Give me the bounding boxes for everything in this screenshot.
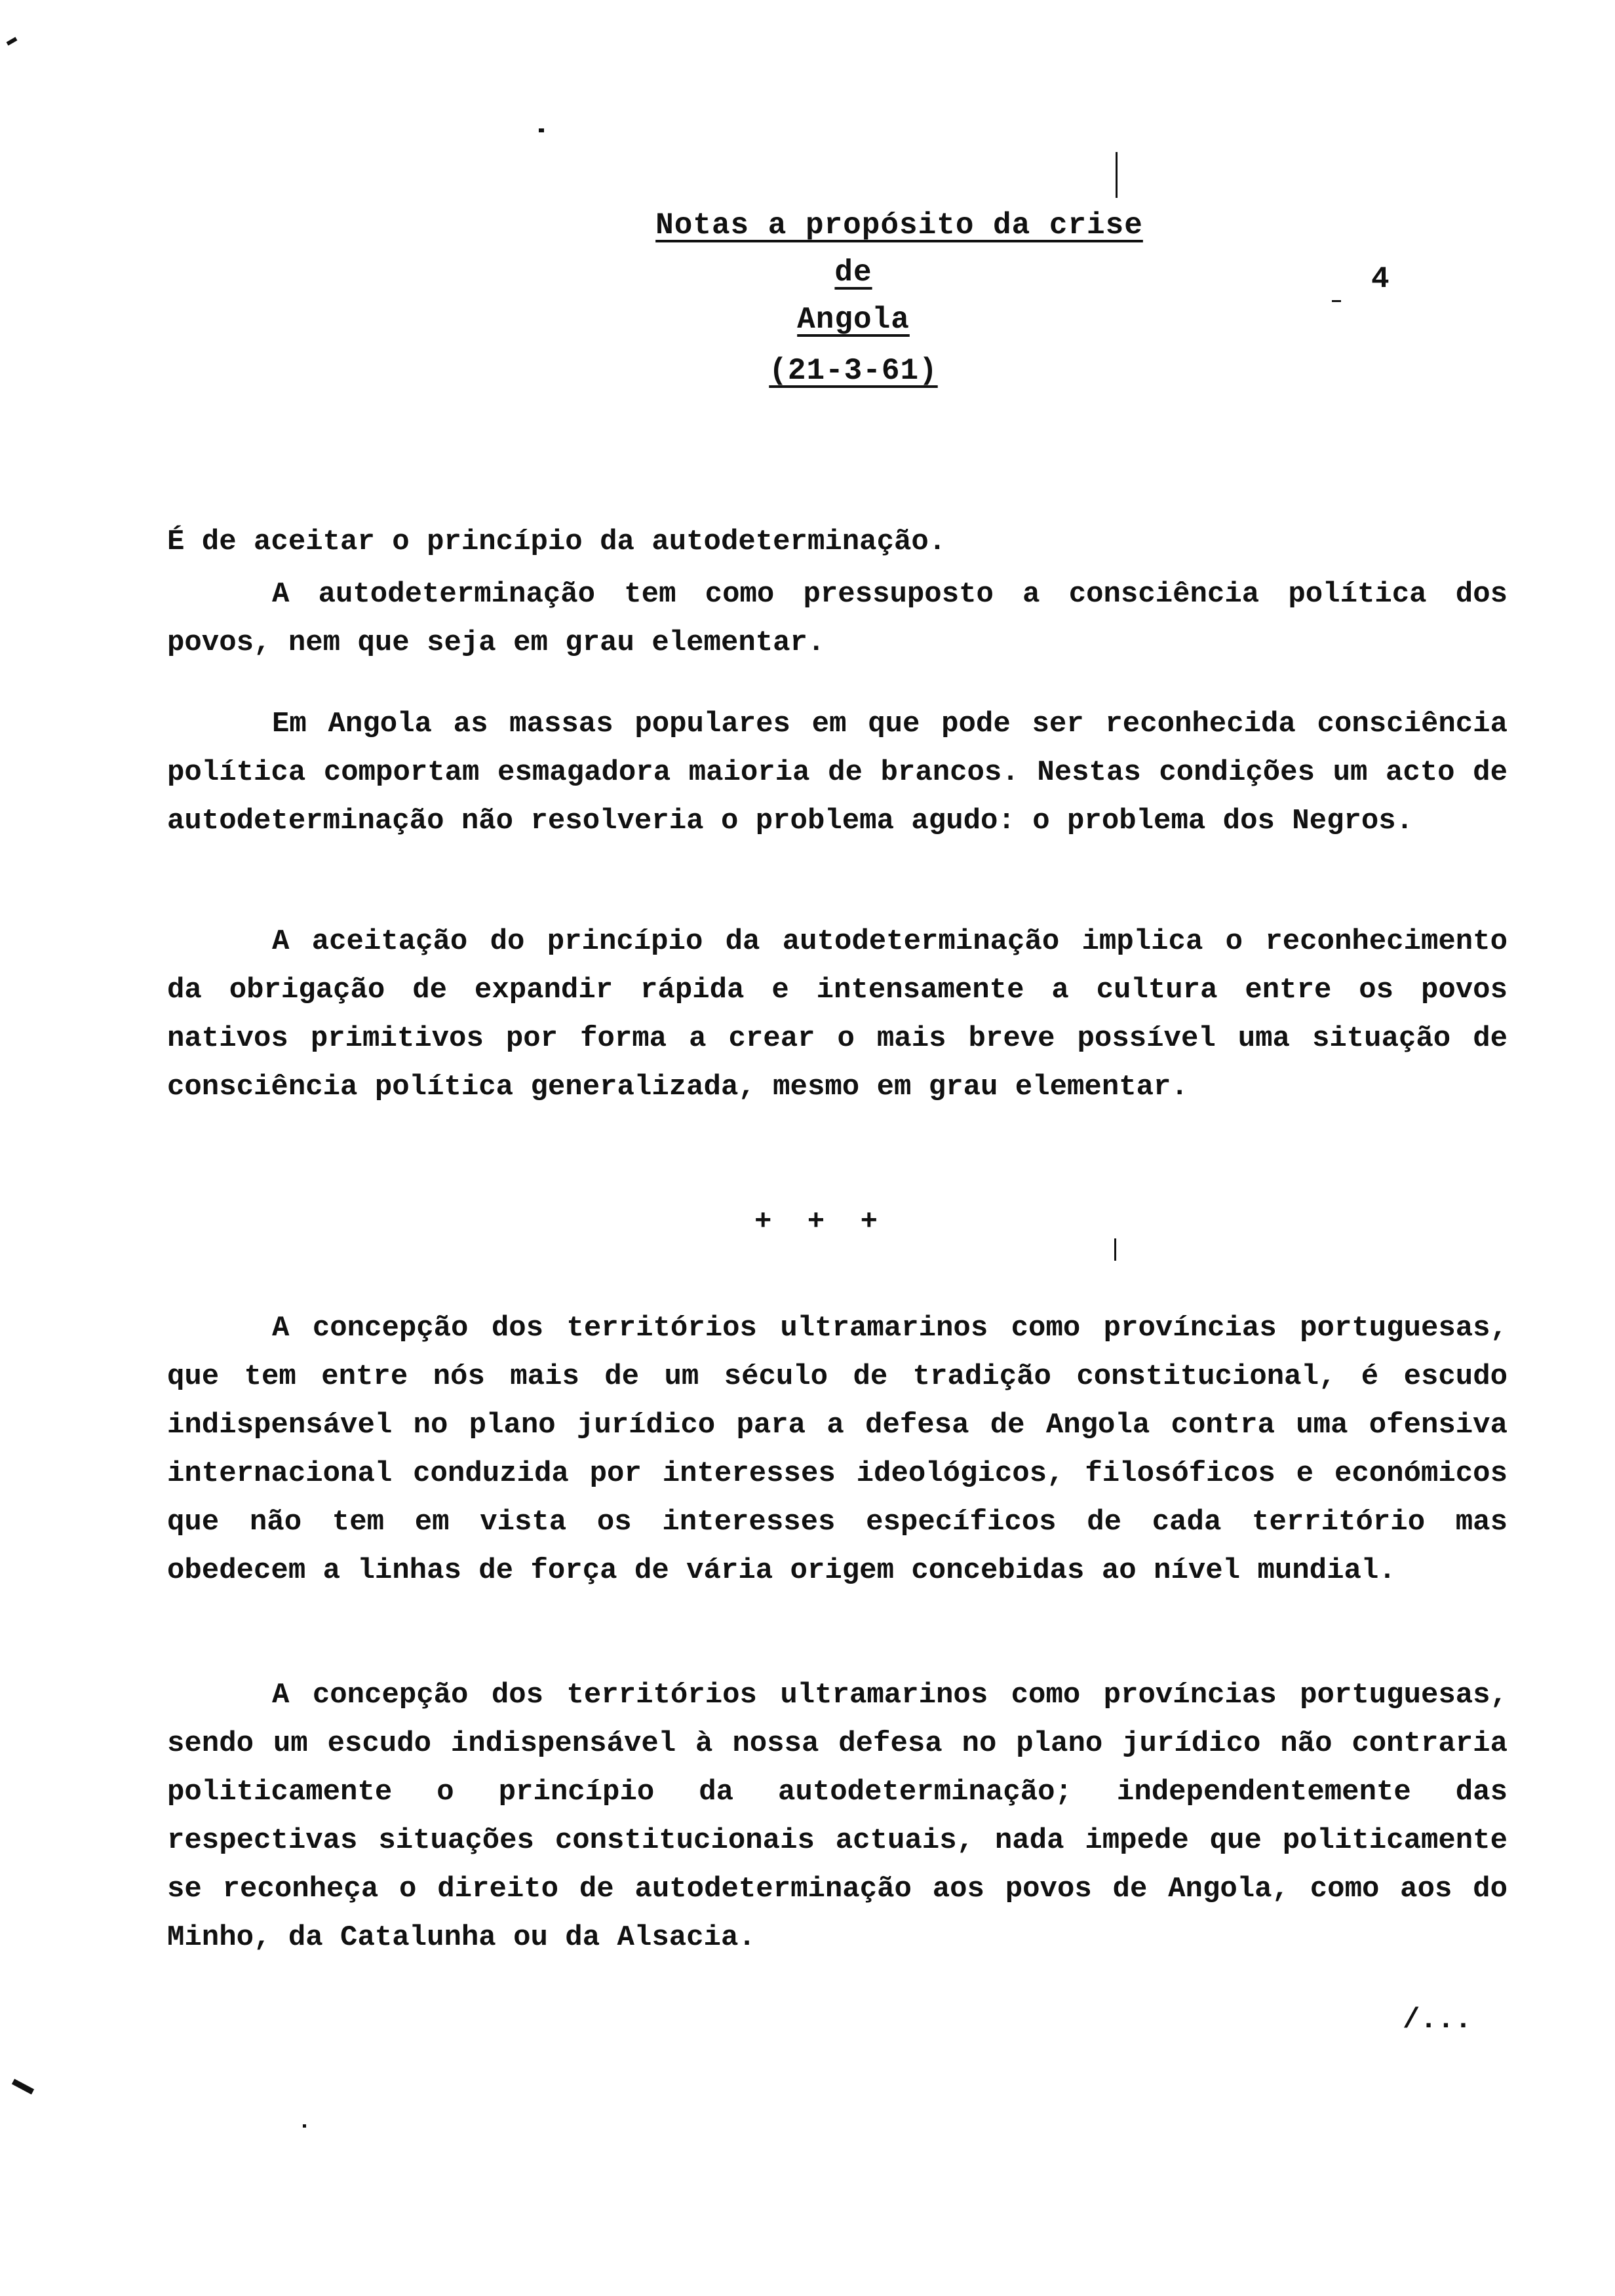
scan-speck xyxy=(1116,152,1118,198)
paragraph-3: Em Angola as massas populares em que pode ser reconhecida consciência política comportam esmagadora maioria de brancos. Nestas condições um acto de autodeterminação não resolveria o problema agudo: o problema dos Negros. xyxy=(167,708,1508,837)
title-date xyxy=(46,354,1615,388)
title-text-3: Angola xyxy=(797,303,910,337)
paragraph-5: A concepção dos territórios ultramarinos como províncias portuguesas, que tem entre nós mais de um século de tradição constitucional, é escudo indispensável no plano jurídico para a defesa de Angola contra uma ofensiva internacional conduzida por interesses ideológicos, filosóficos e económicos que não tem em vista os interesses específicos de cada território mas obedecem a linhas de força de vária origem concebidas ao nível mundial. xyxy=(167,1312,1508,1587)
scan-speck xyxy=(1332,300,1341,302)
paragraph-6: A concepção dos territórios ultramarinos como províncias portuguesas, sendo um escudo indispensável à nossa defesa no plano jurídico não contraria politicamente o princípio da autodeterminação; independentemente das respectivas situações constitucionais actuais, nada impede que politicamente se reconheça o direito de autodeterminação aos povos de Angola, como aos do Minho, da Catalunha ou da Alsacia. xyxy=(167,1679,1508,1954)
title-line-3 xyxy=(46,303,1615,337)
scan-speck xyxy=(303,2124,306,2128)
section-separator: + + + xyxy=(754,1206,887,1238)
paragraph-4: A aceitação do princípio da autodeterminação implica o reconhecimento da obrigação de expandir rápida e intensamente a cultura entre os povos nativos primitivos por forma a crear o mais breve possível uma situação de consciência política generalizada, mesmo em grau elementar. xyxy=(167,925,1508,1103)
paragraph-2: A autodeterminação tem como pressuposto a consciência política dos povos, nem que seja em grau elementar. xyxy=(167,578,1508,659)
paragraph-1: É de aceitar o princípio da autodeterminação. xyxy=(167,526,946,558)
title-line-1 xyxy=(92,208,1615,242)
page-number: 4 xyxy=(1371,262,1390,296)
continuation-mark: /... xyxy=(1403,2004,1472,2037)
title-text-2: de xyxy=(834,256,872,290)
scan-speck xyxy=(12,2079,34,2095)
title-date-text: (21-3-61) xyxy=(769,354,938,388)
scan-speck xyxy=(1114,1238,1116,1261)
title-text-1: Notas a propósito da crise xyxy=(655,208,1143,242)
scan-speck xyxy=(7,37,18,45)
scan-speck xyxy=(539,128,544,132)
